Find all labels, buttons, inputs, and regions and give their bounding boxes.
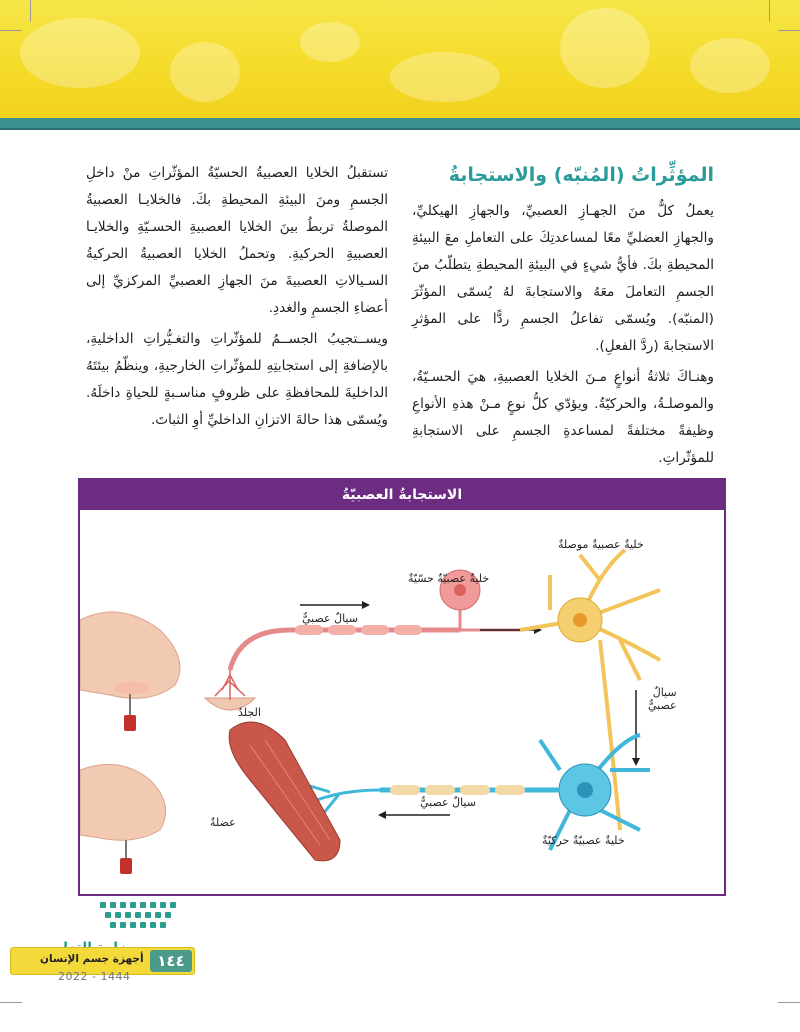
neural-response-figure (78, 478, 726, 896)
right-column (412, 198, 714, 476)
banner-shape (560, 8, 650, 88)
header-stripe-line (0, 128, 800, 130)
paragraph: ويســتجيبُ الجســمُ للمؤثّراتِ والتغـيُّراتِ الداخليةِ، بالإضافةِ إلى استجابتِهِ للمؤثّراتِ الخارجيةِ، وينظّمُ بيئتَهُ الداخليةَ للمحافظةِ على ظروفٍ مناسـبةٍ للحياةِ داخلَهُ. ويُسمّى هذا حالةَ الاتزانِ الداخليِّ أوِ الثباتَ. (86, 331, 388, 428)
crop-mark (30, 0, 31, 22)
paragraph: تستقبلُ الخلايا العصبيةُ الحسيّةُ المؤثّراتِ منْ داخلِ الجسمِ ومنَ البيئةِ المحيطةِ بكَ. فالخلايـا العصبيةُ الموصلةُ تربطُ بينَ الخلايا العصبيةِ الحسـيّةِ والخلايـا العصبيةِ الحركيةِ. وتحملُ الخلايا العصبيةُ الحركيةُ السـيالاتِ العصبيةَ منَ الجهازِ العصبيِّ المركزيِّ إلى أعضاءِ الجسمِ والغددِ. (86, 165, 388, 316)
subject-title: أجهزة جسم الإنسان (40, 953, 144, 965)
label-skin: الجلدُ (238, 706, 261, 719)
label-impulse-bottom: سيالٌ عصبيٌّ (420, 796, 476, 809)
header-stripe (0, 118, 800, 128)
label-sensory-neuron: خليةٌ عصبيّةٌ حسّيّةٌ (408, 572, 490, 585)
paragraph: يعملُ كلٌّ منَ الجهـازِ العصبيِّ، والجهازِ الهيكليِّ، والجهازِ العضليِّ معًا لمساعدتِكَ على التعاملِ معَ البيئةِ المحيطةِ بكَ. فأيُّ شيءٍ في البيئةِ المحيطةِ يتطلّبُ منَ الجسمِ التعاملَ معَهُ والاستجابةَ لهُ يُسمّى المؤثّرَ (المنبّه). ويُسمّى تفاعلُ الجسمِ ردًّا على المؤثرِ الاستجابةَ (ردَّ الفعلِ). (412, 203, 714, 354)
label-impulse-right: سيالٌ عصبيٌّ (648, 686, 677, 712)
arrow-head (362, 601, 370, 609)
sensory-axon (230, 630, 460, 670)
banner-shape (390, 52, 500, 102)
left-column (86, 160, 388, 438)
crop-mark (778, 1002, 800, 1003)
figure-title: الاستجابةُ العصبيّةُ (80, 480, 724, 510)
label-interneuron: خليةٌ عصبيةٌ موصلةٌ (558, 538, 644, 551)
finger-lower (80, 764, 166, 840)
edition-year: 2022 - 1444 (58, 970, 131, 983)
page-number: ١٤٤ (150, 950, 192, 972)
figure-illustration (80, 510, 724, 894)
crop-mark (778, 30, 800, 31)
pin-icon (120, 858, 132, 874)
header-banner (0, 0, 800, 118)
finger-pain-glow (114, 682, 150, 694)
paragraph: وهنـاكَ ثلاثةُ أنواعٍ مـنَ الخلايا العصبيةِ، هيَ الحسـيّةُ، والموصلـةُ، والحركيّةُ. ويؤدّي كلُّ نوعٍ مـنْ هذهِ الأنواعِ وظيفةً مختلفةً لمساعدةِ الجسمِ على الاستجابةِ للمؤثّراتِ. (412, 369, 714, 466)
banner-shape (20, 18, 140, 88)
vision-2030-logo (96, 898, 192, 938)
arrow-head (378, 811, 386, 819)
banner-shape (300, 22, 360, 62)
crop-mark (769, 0, 770, 22)
pin-icon (124, 715, 136, 731)
sensory-nucleus (454, 584, 466, 596)
banner-shape (170, 42, 240, 102)
sensory-endings (215, 670, 245, 700)
section-heading: المؤثِّراتُ (المُنبّه) والاستجابةُ (448, 164, 714, 186)
label-muscle: عضلةٌ (210, 816, 236, 829)
label-impulse-top: سيالٌ عصبيٌّ (302, 612, 358, 625)
label-motor-neuron: خليةٌ عصبيّةٌ حركيّةٌ (542, 834, 625, 847)
crop-mark (0, 1002, 22, 1003)
crop-mark (0, 30, 22, 31)
arrow-head (632, 758, 640, 766)
motor-neuron (290, 735, 650, 850)
banner-shape (690, 38, 770, 93)
